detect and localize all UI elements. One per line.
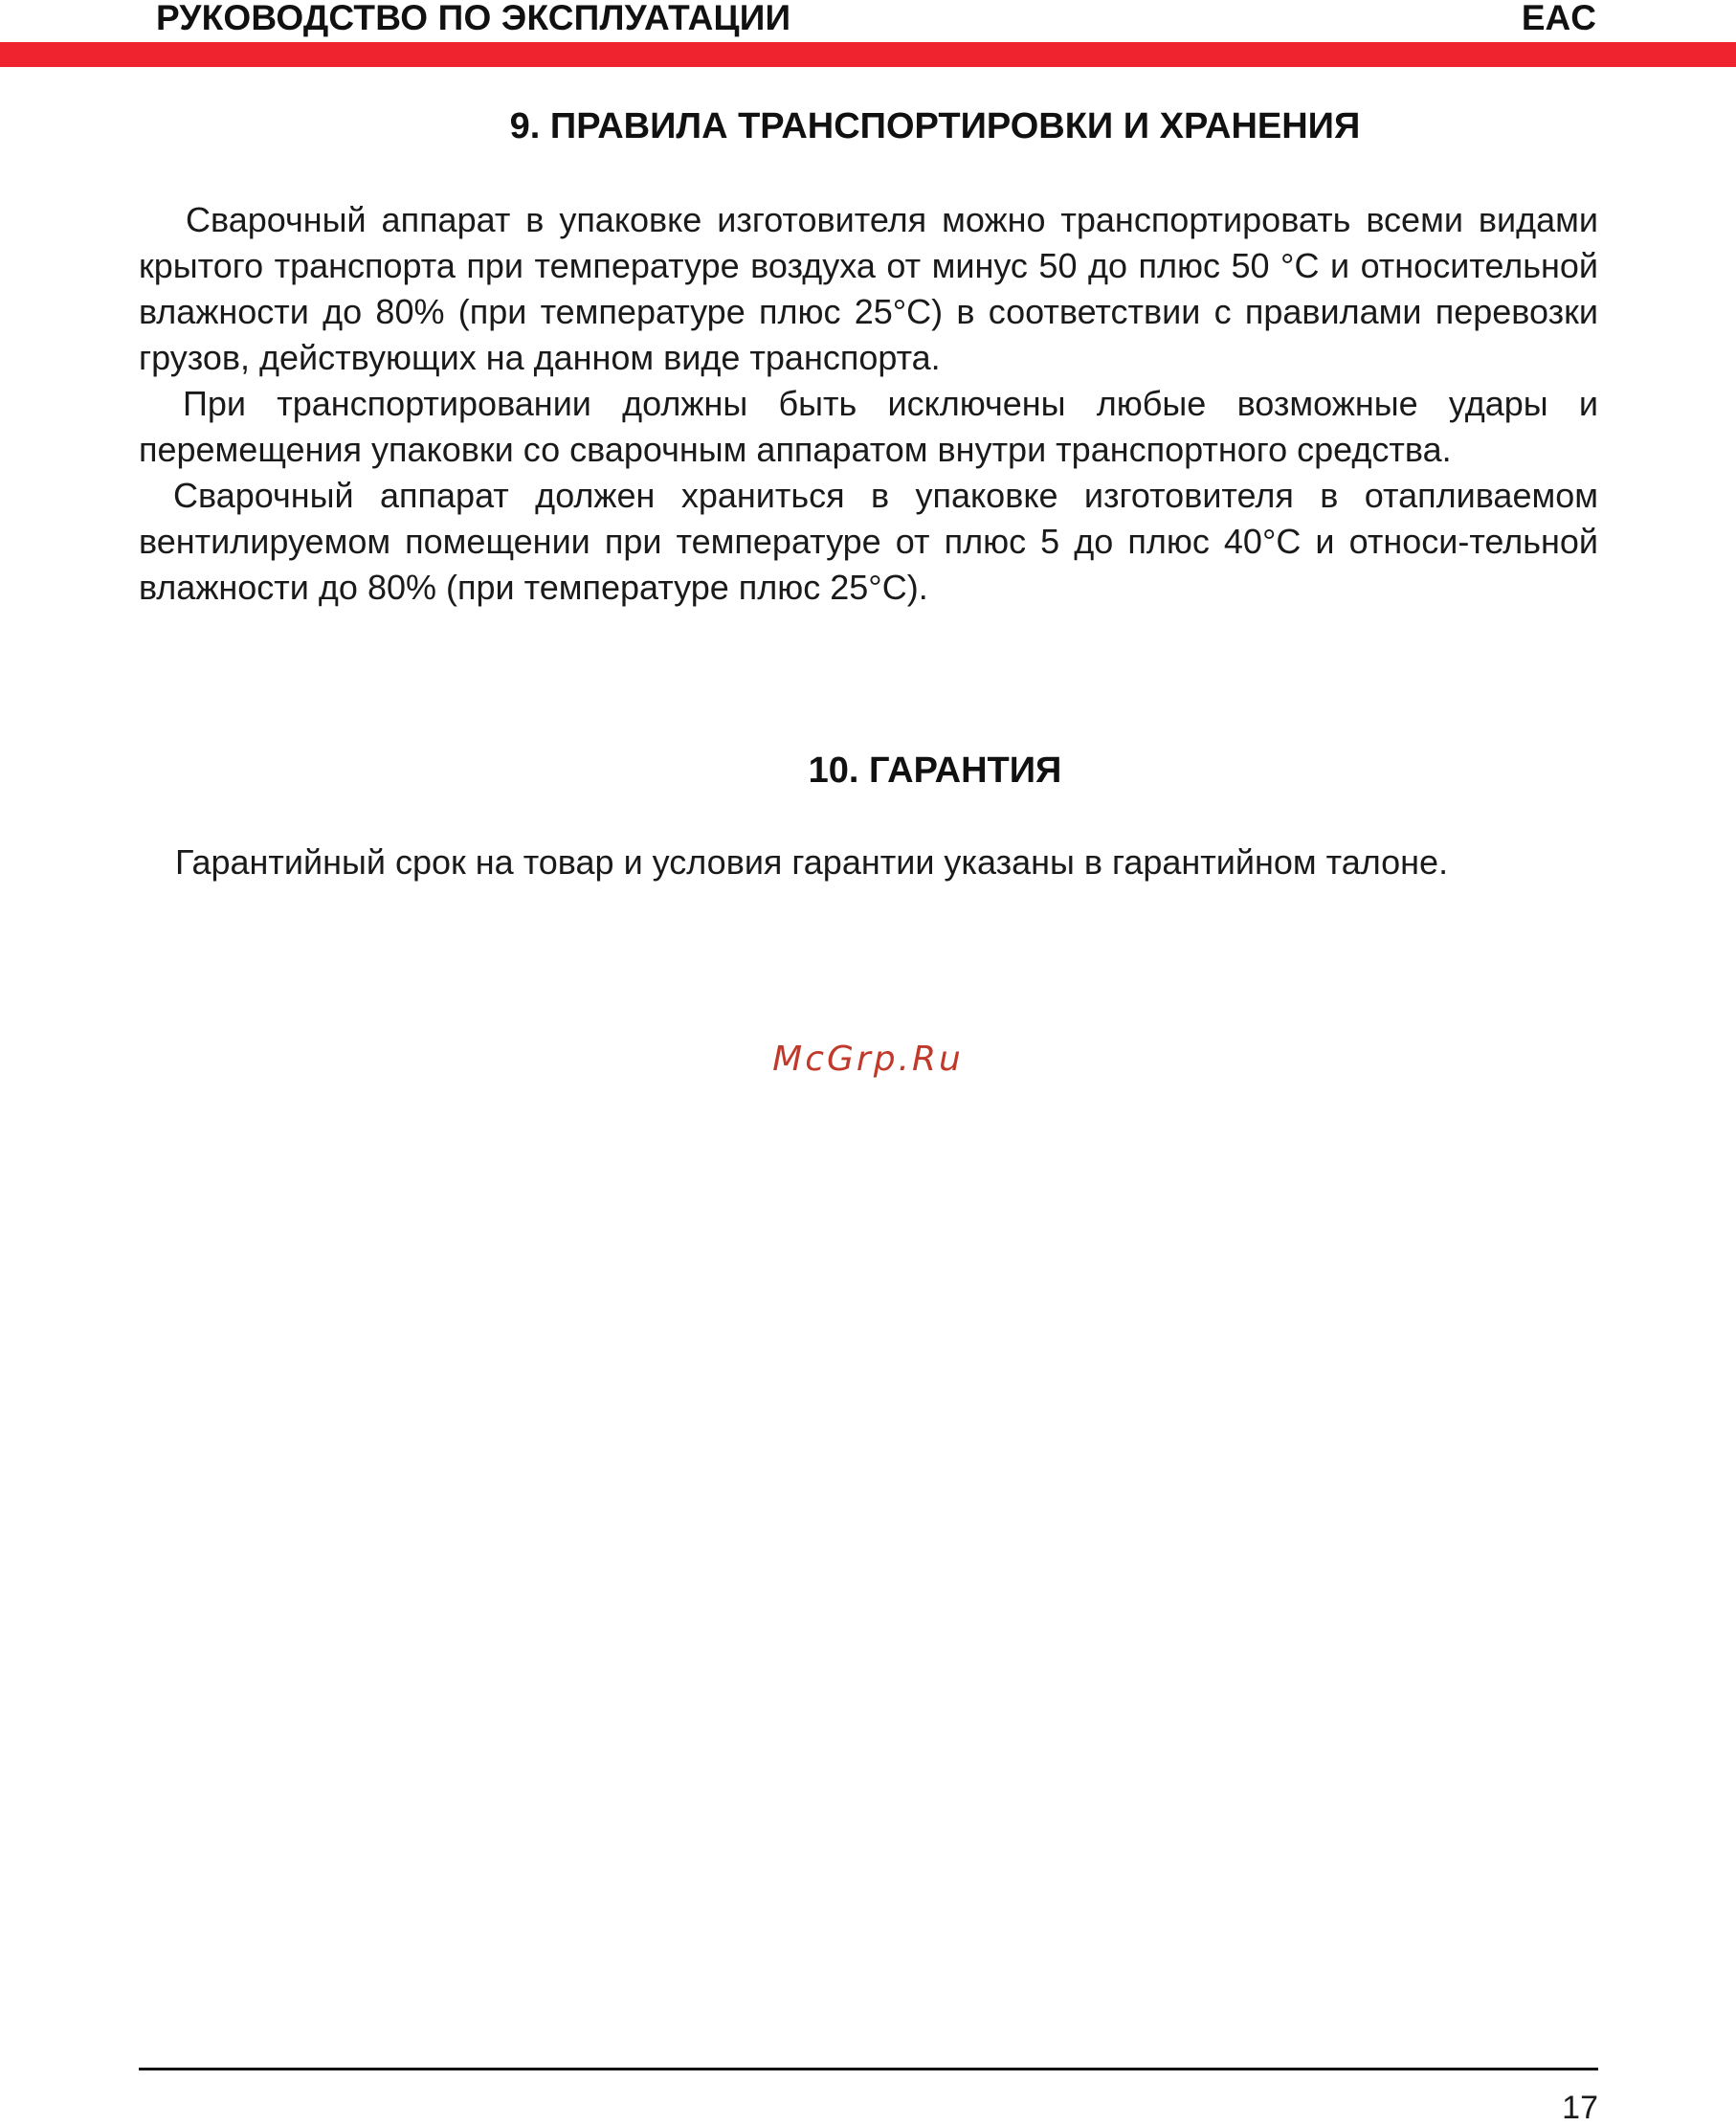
- header-title: РУКОВОДСТВО ПО ЭКСПЛУАТАЦИИ: [156, 0, 791, 37]
- paragraph-storage: Сварочный аппарат должен храниться в упаковке изготовителя в отапливаемом вентилируемом помещении при температуре от плюс 5 до плюс 40°С и относи-тельной влажности до 80% (при температуре плюс 25°С).: [139, 476, 1598, 607]
- warranty-text: Гарантийный срок на товар и условия гарантии указаны в гарантийном талоне.: [175, 842, 1449, 882]
- paragraph-transport: Сварочный аппарат в упаковке изготовителя можно транспортировать всеми видами крытого транспорта при температуре воздуха от минус 50 до плюс 50 °С и относительной влажности до 80% (при температуре плюс 25°С) в соответствии с правилами перевозки грузов, действующих на данном виде транспорта.: [139, 200, 1598, 377]
- paragraph-shock: При транспортировании должны быть исключены любые возможные удары и перемещения упаковки со сварочным аппаратом внутри транспортного средства.: [139, 384, 1598, 469]
- footer-rule: [139, 2068, 1598, 2070]
- section-heading-warranty: 10. ГАРАНТИЯ: [808, 750, 1062, 791]
- page-number: 17: [1562, 2090, 1598, 2126]
- header-red-band: [0, 42, 1736, 67]
- eac-mark: EAC: [1521, 0, 1596, 37]
- watermark-text: McGrp.Ru: [772, 1040, 964, 1079]
- transport-storage-text: [139, 197, 1598, 611]
- section-heading-transport: 9. ПРАВИЛА ТРАНСПОРТИРОВКИ И ХРАНЕНИЯ: [509, 106, 1361, 146]
